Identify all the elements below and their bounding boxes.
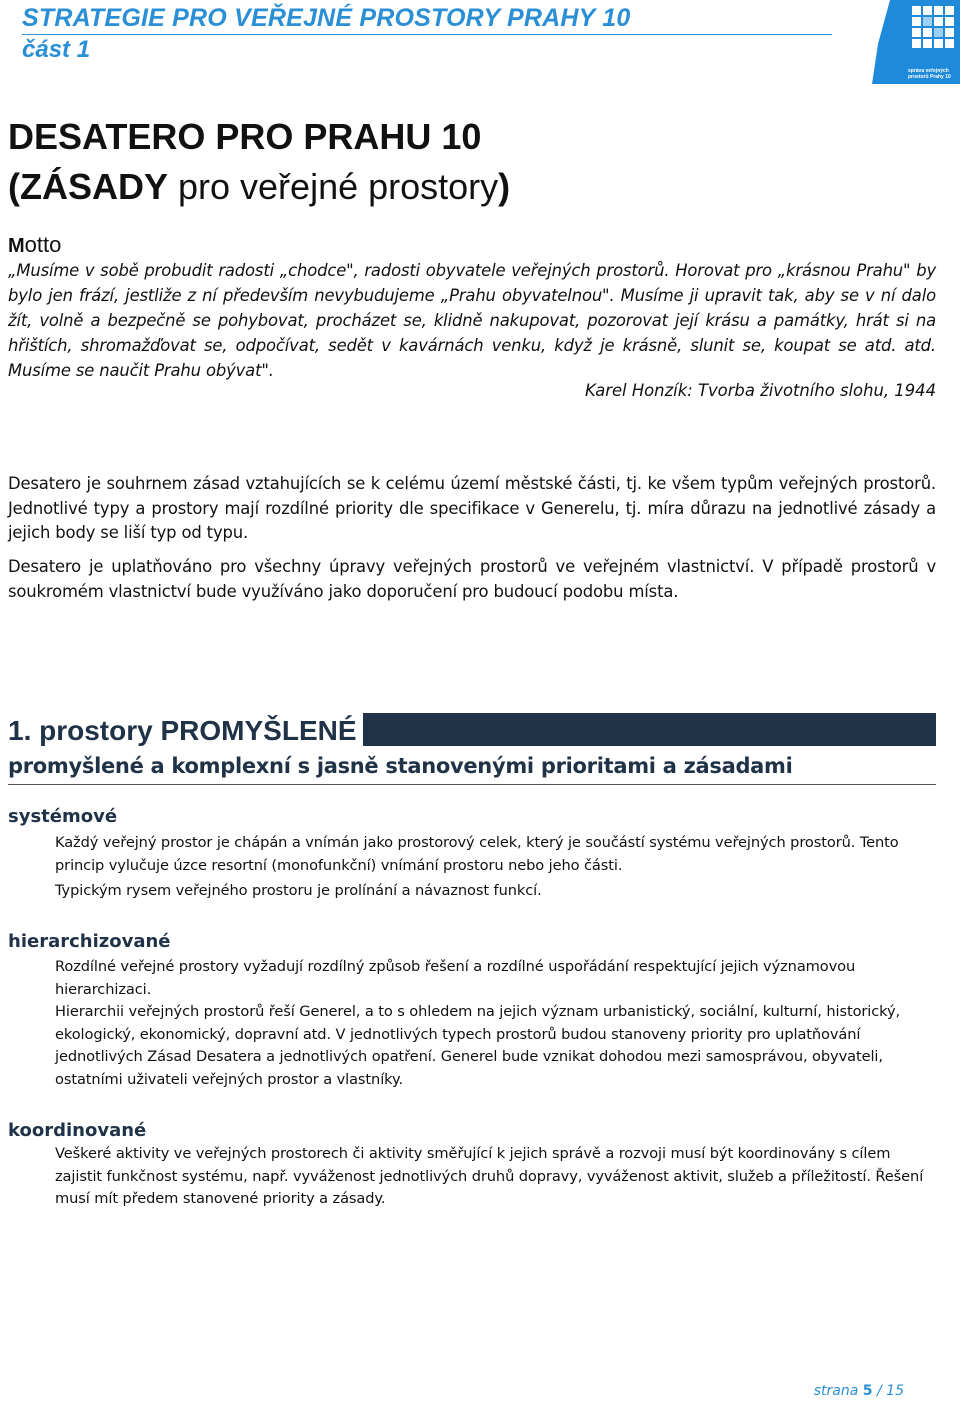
title-line-2 — [8, 162, 510, 212]
page-prefix: strana — [813, 1383, 863, 1399]
motto-quote: „Musíme v sobě probudit radosti „chodce", radosti obyvatele veřejných prostorů. Horovat pro „krásnou Prahu" by bylo jen frází, jestliže z ní především nevybudujeme „Prahu obyvatelnou". Musíme ji upravit tak, aby se v ní dalo žít, volně a bezpečně se pohybovat, procházet se, klidně nakupovat, pozorovat její krásu a památky, hrát si na hřištích, shromažďovat se, odpočívat, sedět v kavárnách venku, když je krásně, slunit se, koupat se atd. atd. Musíme se naučit Prahu obývat". — [8, 261, 936, 380]
title-bold-close: ) — [498, 166, 511, 207]
total-pages: 15 — [886, 1383, 904, 1399]
title-line-1: DESATERO PRO PRAHU 10 — [8, 116, 482, 157]
page-header — [0, 0, 960, 80]
page-title — [8, 112, 510, 212]
motto-label — [8, 232, 61, 258]
item-heading-koordinovane: koordinované — [8, 1120, 147, 1141]
intro-paragraph-2: Desatero je uplatňováno pro všechny úpravy veřejných prostorů ve veřejném vlastnictví. V případě prostorů v soukromém vlastnictví bude využíváno jako doporučení pro budoucí podobu místa. — [8, 557, 936, 601]
page-separator: / — [872, 1383, 887, 1399]
header-rule — [22, 34, 832, 35]
page-number — [814, 1383, 904, 1399]
item-paragraph: Rozdílné veřejné prostory vyžadují rozdílný způsob řešení a rozdílné uspořádání respektující jejich významovou hierarchizaci. — [55, 958, 856, 998]
item-heading-systemove: systémové — [8, 806, 118, 827]
item-heading-hierarchizovane: hierarchizované — [8, 931, 171, 952]
motto-author: Karel Honzík: Tvorba životního slohu, 1944 — [585, 381, 936, 400]
item-paragraph: Hierarchii veřejných prostorů řeší Generel, a to s ohledem na jejich význam urbanistický, sociální, kulturní, historický, ekologický, ekonomický, dopravní atd. V jednotlivých typech prostorů budou stanoveny priority pro uplatňování jednotlivých Zásad Desatera a jednotlivých opatření. Generel bude vznikat dohodou mezi samosprávou, obyvateli, ostatními uživateli veřejných prostor a vlastníky. — [55, 1003, 901, 1088]
intro-paragraph-1: Desatero je souhrnem zásad vztahujících se k celému území městské části, tj. ke všem typům veřejných prostorů. Jednotlivé typy a prostory mají rozdílné priority dle specifikace v Generelu, tj. míra důrazu na jednotlivé zásady a jejich body se liší typ od typu. — [8, 474, 936, 542]
motto-label-rest: otto — [24, 232, 62, 257]
section-title: 1. prostory PROMYŠLENÉ — [8, 713, 363, 746]
section-title-bar — [8, 713, 936, 746]
item-paragraph: Veškeré aktivity ve veřejných prostorech či aktivity směřující k jejich správě a rozvoji musí být koordinovány s cílem zajistit funkčnost systému, např. vyváženost jednotlivých druhů dopravy, vyváženost aktivit, služeb a příležitostí. Řešení musí mít předem stanovené priority a zásady. — [55, 1145, 924, 1207]
item-paragraph: Každý veřejný prostor je chápán a vnímán jako prostorový celek, který je součástí systému veřejných prostorů. Tento princip vylučuje úzce resortní (monofunkční) vnímání prostoru nebo jeho části. — [55, 834, 899, 874]
header-title: STRATEGIE PRO VEŘEJNÉ PROSTORY PRAHY 10 — [22, 4, 631, 32]
header-subtitle: část 1 — [22, 36, 91, 63]
title-light: pro veřejné prostory — [168, 166, 499, 207]
item-paragraph: Typickým rysem veřejného prostoru je prolínání a návaznost funkcí. — [55, 882, 542, 899]
logo-text: správa veřejných prostorů Prahy 10 — [908, 68, 951, 80]
motto-label-cap: M — [8, 235, 25, 257]
title-bold-open: (ZÁSADY — [8, 166, 168, 207]
current-page: 5 — [862, 1383, 873, 1399]
section-subtitle: promyšlené a komplexní s jasně stanovenými prioritami a zásadami — [8, 754, 793, 778]
section-subtitle-rule — [8, 784, 936, 785]
